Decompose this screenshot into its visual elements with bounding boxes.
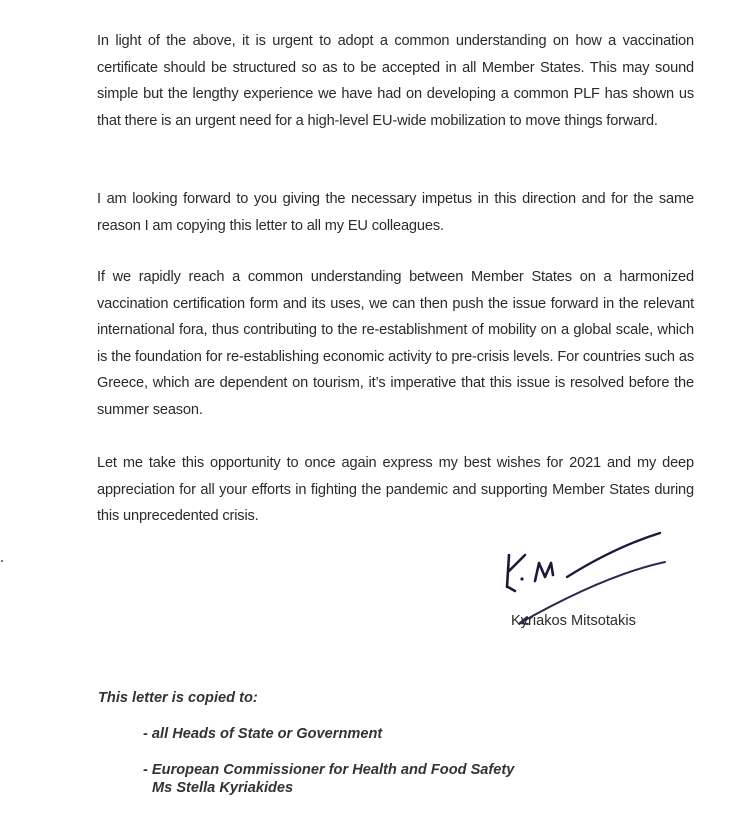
paragraph-common-understanding: If we rapidly reach a common understanding between Member States on a harmonized vaccination certification form and its uses, we can then push the issue forward in the relevant international fora, thus contributing to the re-establishment of mobility on a global scale, which is the foundation for re-establishing economic activity to pre-crisis levels. For countries such as Greece, which are dependent on tourism, it’s imperative that this issue is resolved before the summer season. [97,269,694,418]
copy-recipient-name: Ms Stella Kyriakides [152,780,294,796]
scan-speck [1,560,3,562]
paragraph-impetus: I am looking forward to you giving the necessary impetus in this direction and for the same reason I am copying this letter to all my EU colleagues. [97,191,694,234]
signer-name: Kyriakos Mitsotakis [511,613,636,629]
copies-heading: This letter is copied to: [98,690,258,706]
copy-recipient-line: - all Heads of State or Government [143,726,383,742]
paragraph-vaccination-certificate: In light of the above, it is urgent to adopt a common understanding on how a vaccination certificate should be structured so as to be accepted in all Member States. This may sound simple but the lengthy experience we have had on developing a common PLF has shown us that there is an urgent need for a high-level EU-wide mobilization to move things forward. [97,33,694,129]
copy-recipient [143,725,382,743]
paragraph-best-wishes: Let me take this opportunity to once again express my best wishes for 2021 and my deep appreciation for all your efforts in fighting the pandemic and supporting Member States during this unprecedented crisis. [97,455,694,525]
copy-recipient-line: - European Commissioner for Health and Food Safety [143,762,515,778]
copy-recipient [143,761,514,797]
